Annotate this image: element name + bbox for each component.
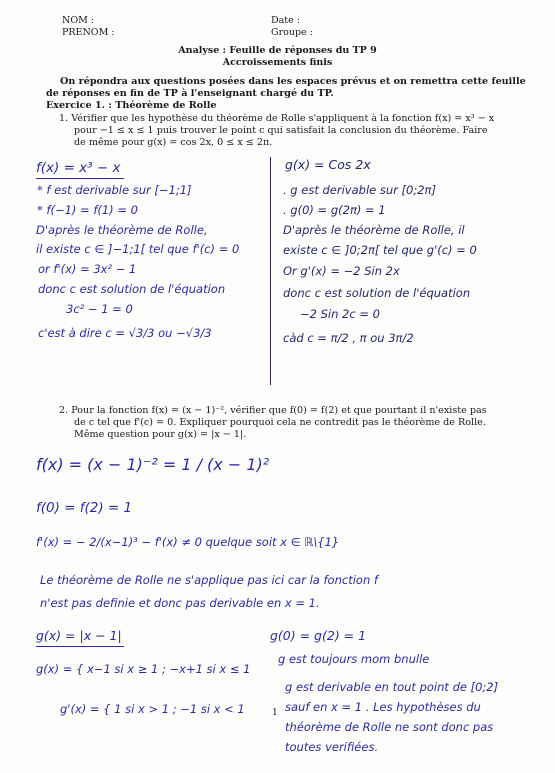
ans1-right-line: . g(0) = g(2π) = 1 xyxy=(283,203,386,217)
ans2-line: g(x) = { x−1 si x ≥ 1 ; −x+1 si x ≤ 1 xyxy=(36,662,251,676)
ans2-line: g'(x) = { 1 si x > 1 ; −1 si x < 1 xyxy=(60,702,245,716)
ans1-right-line: Or g'(x) = −2 Sin 2x xyxy=(283,264,400,278)
ans1-right-line: . g est derivable sur [0;2π] xyxy=(283,183,436,197)
ans1-right-line: càd c = π/2 , π ou 3π/2 xyxy=(283,331,414,345)
q2-line-2: de c tel que f'(c) = 0. Expliquer pourquoi cela ne contredit pas le théorème de Rolle. xyxy=(74,417,486,428)
ans2-line: sauf en x = 1 . Les hypothèses du xyxy=(285,700,481,714)
q1-line-2: pour −1 ≤ x ≤ 1 puis trouver le point c qui satisfait la conclusion du théorème. Faire xyxy=(74,125,488,136)
page-title: Analyse : Feuille de réponses du TP 9 xyxy=(178,45,377,56)
q1-line-3: de même pour g(x) = cos 2x, 0 ≤ x ≤ 2π. xyxy=(74,137,273,148)
ans1-right-line: donc c est solution de l'équation xyxy=(283,286,471,300)
ans2-line: g est derivable en tout point de [0;2] xyxy=(285,680,499,694)
ans2-line: théorème de Rolle ne sont donc pas xyxy=(285,720,494,734)
ans2-line: Le théorème de Rolle ne s'applique pas ici car la fonction f xyxy=(40,573,378,587)
intro-line-2: de réponses en fin de TP à l'enseignant chargé du TP. xyxy=(46,88,334,99)
prenom-label: PRENOM : xyxy=(62,27,115,38)
exercise-heading: Exercice 1. : Théorème de Rolle xyxy=(46,100,217,111)
intro-line-1: On répondra aux questions posées dans les espaces prévus et on remettra cette feuille xyxy=(60,76,526,87)
underline xyxy=(36,646,124,647)
ans1-left-line: donc c est solution de l'équation xyxy=(38,282,226,296)
q2-line-3: Même question pour g(x) = |x − 1|. xyxy=(74,429,247,440)
ans1-left-line: f(x) = x³ − x xyxy=(36,160,121,176)
page-number: 1 xyxy=(272,708,278,718)
ans1-left-line: il existe c ∈ ]−1;1[ tel que f'(c) = 0 xyxy=(36,242,240,256)
ans1-left-line: 3c² − 1 = 0 xyxy=(66,302,133,316)
nom-label: NOM : xyxy=(62,15,95,26)
ans1-right-line: −2 Sin 2c = 0 xyxy=(300,307,380,321)
q2-line-1: 2. Pour la fonction f(x) = (x − 1)⁻², vérifier que f(0) = f(2) et que pourtant il n'existe pas xyxy=(59,405,487,416)
ans2-line: g(0) = g(2) = 1 xyxy=(270,628,367,643)
ans2-line: toutes verifiées. xyxy=(285,740,379,754)
ans1-right-line: existe c ∈ ]0;2π[ tel que g'(c) = 0 xyxy=(283,243,477,257)
ans2-line: g est toujours mom bnulle xyxy=(278,652,430,666)
ans1-left-line: D'après le théorème de Rolle, xyxy=(36,223,208,237)
underline xyxy=(36,178,124,179)
ans2-line: f(x) = (x − 1)⁻² = 1 / (x − 1)² xyxy=(36,455,270,474)
page-subtitle: Accroissements finis xyxy=(222,57,333,68)
groupe-label: Groupe : xyxy=(271,27,313,38)
ans1-left-line: * f est derivable sur [−1;1] xyxy=(37,183,192,197)
ans2-line: g(x) = |x − 1| xyxy=(36,628,122,643)
ans1-left-line: * f(−1) = f(1) = 0 xyxy=(37,203,138,217)
ans2-line: n'est pas definie et donc pas derivable en x = 1. xyxy=(40,596,320,610)
column-divider xyxy=(270,157,271,385)
ans1-right-line: D'après le théorème de Rolle, il xyxy=(283,223,465,237)
ans2-line: f'(x) = − 2/(x−1)³ − f'(x) ≠ 0 quelque soit x ∈ ℝ\{1} xyxy=(36,535,340,549)
date-label: Date : xyxy=(271,15,300,26)
ans1-left-line: c'est à dire c = √3/3 ou −√3/3 xyxy=(38,326,212,340)
ans1-right-line: g(x) = Cos 2x xyxy=(285,157,371,172)
ans2-line: f(0) = f(2) = 1 xyxy=(36,500,133,516)
q1-line-1: 1. Vérifier que les hypothèse du théorème de Rolle s'appliquent à la fonction f(x) = x³ − x xyxy=(59,113,495,124)
ans1-left-line: or f'(x) = 3x² − 1 xyxy=(38,262,137,276)
